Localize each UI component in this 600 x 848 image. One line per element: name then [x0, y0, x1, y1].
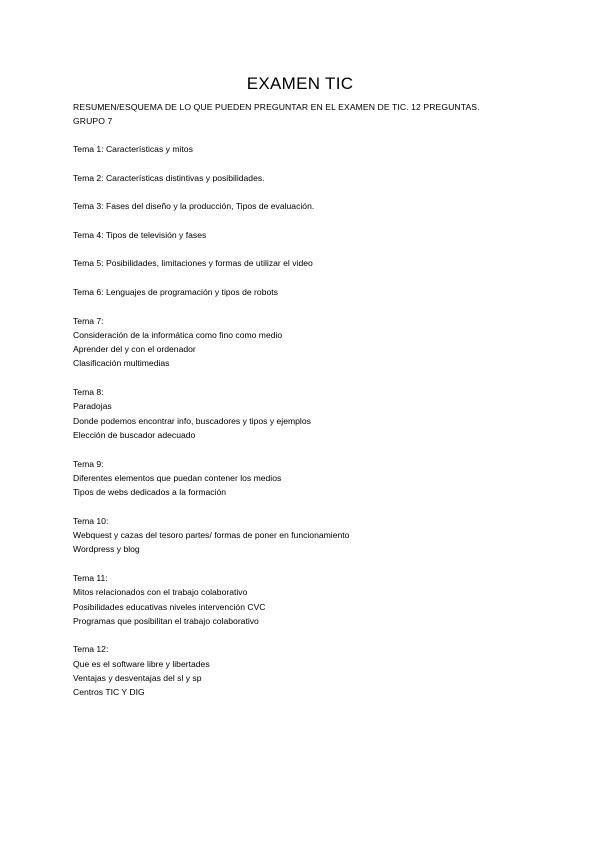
- topic-list: [73, 142, 553, 714]
- topic-item: Elección de buscador adecuado: [73, 429, 196, 440]
- topic-heading: Tema 11:: [73, 572, 108, 583]
- page-title: EXAMEN TIC: [246, 74, 354, 93]
- topic-item: Donde podemos encontrar info, buscadores y tipos y ejemplos: [73, 415, 311, 426]
- topic-heading: Tema 9:: [73, 458, 104, 469]
- topic-11: [73, 571, 553, 628]
- topic-heading: Tema 12:: [73, 644, 109, 655]
- topic-12: [73, 642, 553, 699]
- topic-heading: Tema 8:: [73, 387, 104, 398]
- topic-8: [73, 385, 553, 442]
- topic-item: Posibilidades educativas niveles intervención CVC: [73, 601, 266, 612]
- topic-heading: Tema 3: Fases del diseño y la producción, Tipos de evaluación.: [73, 201, 315, 212]
- topic-heading: Tema 2: Características distintivas y posibilidades.: [73, 172, 265, 183]
- topic-4: [73, 228, 553, 242]
- intro-line: GRUPO 7: [73, 116, 113, 126]
- topic-item: Diferentes elementos que puedan contener los medios: [73, 472, 282, 483]
- topic-1: [73, 142, 553, 156]
- topic-7: [73, 314, 553, 371]
- topic-heading: Tema 10:: [73, 515, 109, 526]
- topic-item: Clasificación multimedias: [73, 358, 170, 369]
- topic-2: [73, 171, 553, 185]
- topic-item: Webquest y cazas del tesoro partes/ formas de poner en funcionamiento: [73, 530, 350, 541]
- topic-item: Paradojas: [73, 401, 112, 412]
- topic-9: [73, 457, 553, 500]
- topic-heading: Tema 6: Lenguajes de programación y tipos de robots: [73, 286, 278, 297]
- topic-6: [73, 285, 553, 299]
- topic-item: Programas que posibilitan el trabajo colaborativo: [73, 615, 259, 626]
- topic-item: Consideración de la informática como fino como medio: [73, 329, 283, 340]
- topic-item: Ventajas y desventajas del sl y sp: [73, 672, 202, 683]
- topic-item: Centros TIC Y DIG: [73, 687, 145, 698]
- topic-3: [73, 199, 553, 213]
- topic-item: Que es el software libre y libertades: [73, 658, 210, 669]
- intro-block: [73, 100, 543, 128]
- intro-line: RESUMEN/ESQUEMA DE LO QUE PUEDEN PREGUNTAR EN EL EXAMEN DE TIC. 12 PREGUNTAS.: [73, 102, 480, 112]
- topic-heading: Tema 1: Características y mitos: [73, 144, 193, 154]
- topic-10: [73, 514, 553, 557]
- topic-5: [73, 256, 553, 270]
- topic-item: Mitos relacionados con el trabajo colaborativo: [73, 587, 248, 598]
- topic-item: Tipos de webs dedicados a la formación: [73, 487, 227, 498]
- topic-heading: Tema 4: Tipos de televisión y fases: [73, 229, 207, 240]
- topic-item: Wordpress y blog: [73, 544, 140, 555]
- topic-heading: Tema 7:: [73, 315, 104, 326]
- topic-item: Aprender del y con el ordenador: [73, 344, 196, 355]
- topic-heading: Tema 5: Posibilidades, limitaciones y formas de utilizar el video: [73, 258, 313, 269]
